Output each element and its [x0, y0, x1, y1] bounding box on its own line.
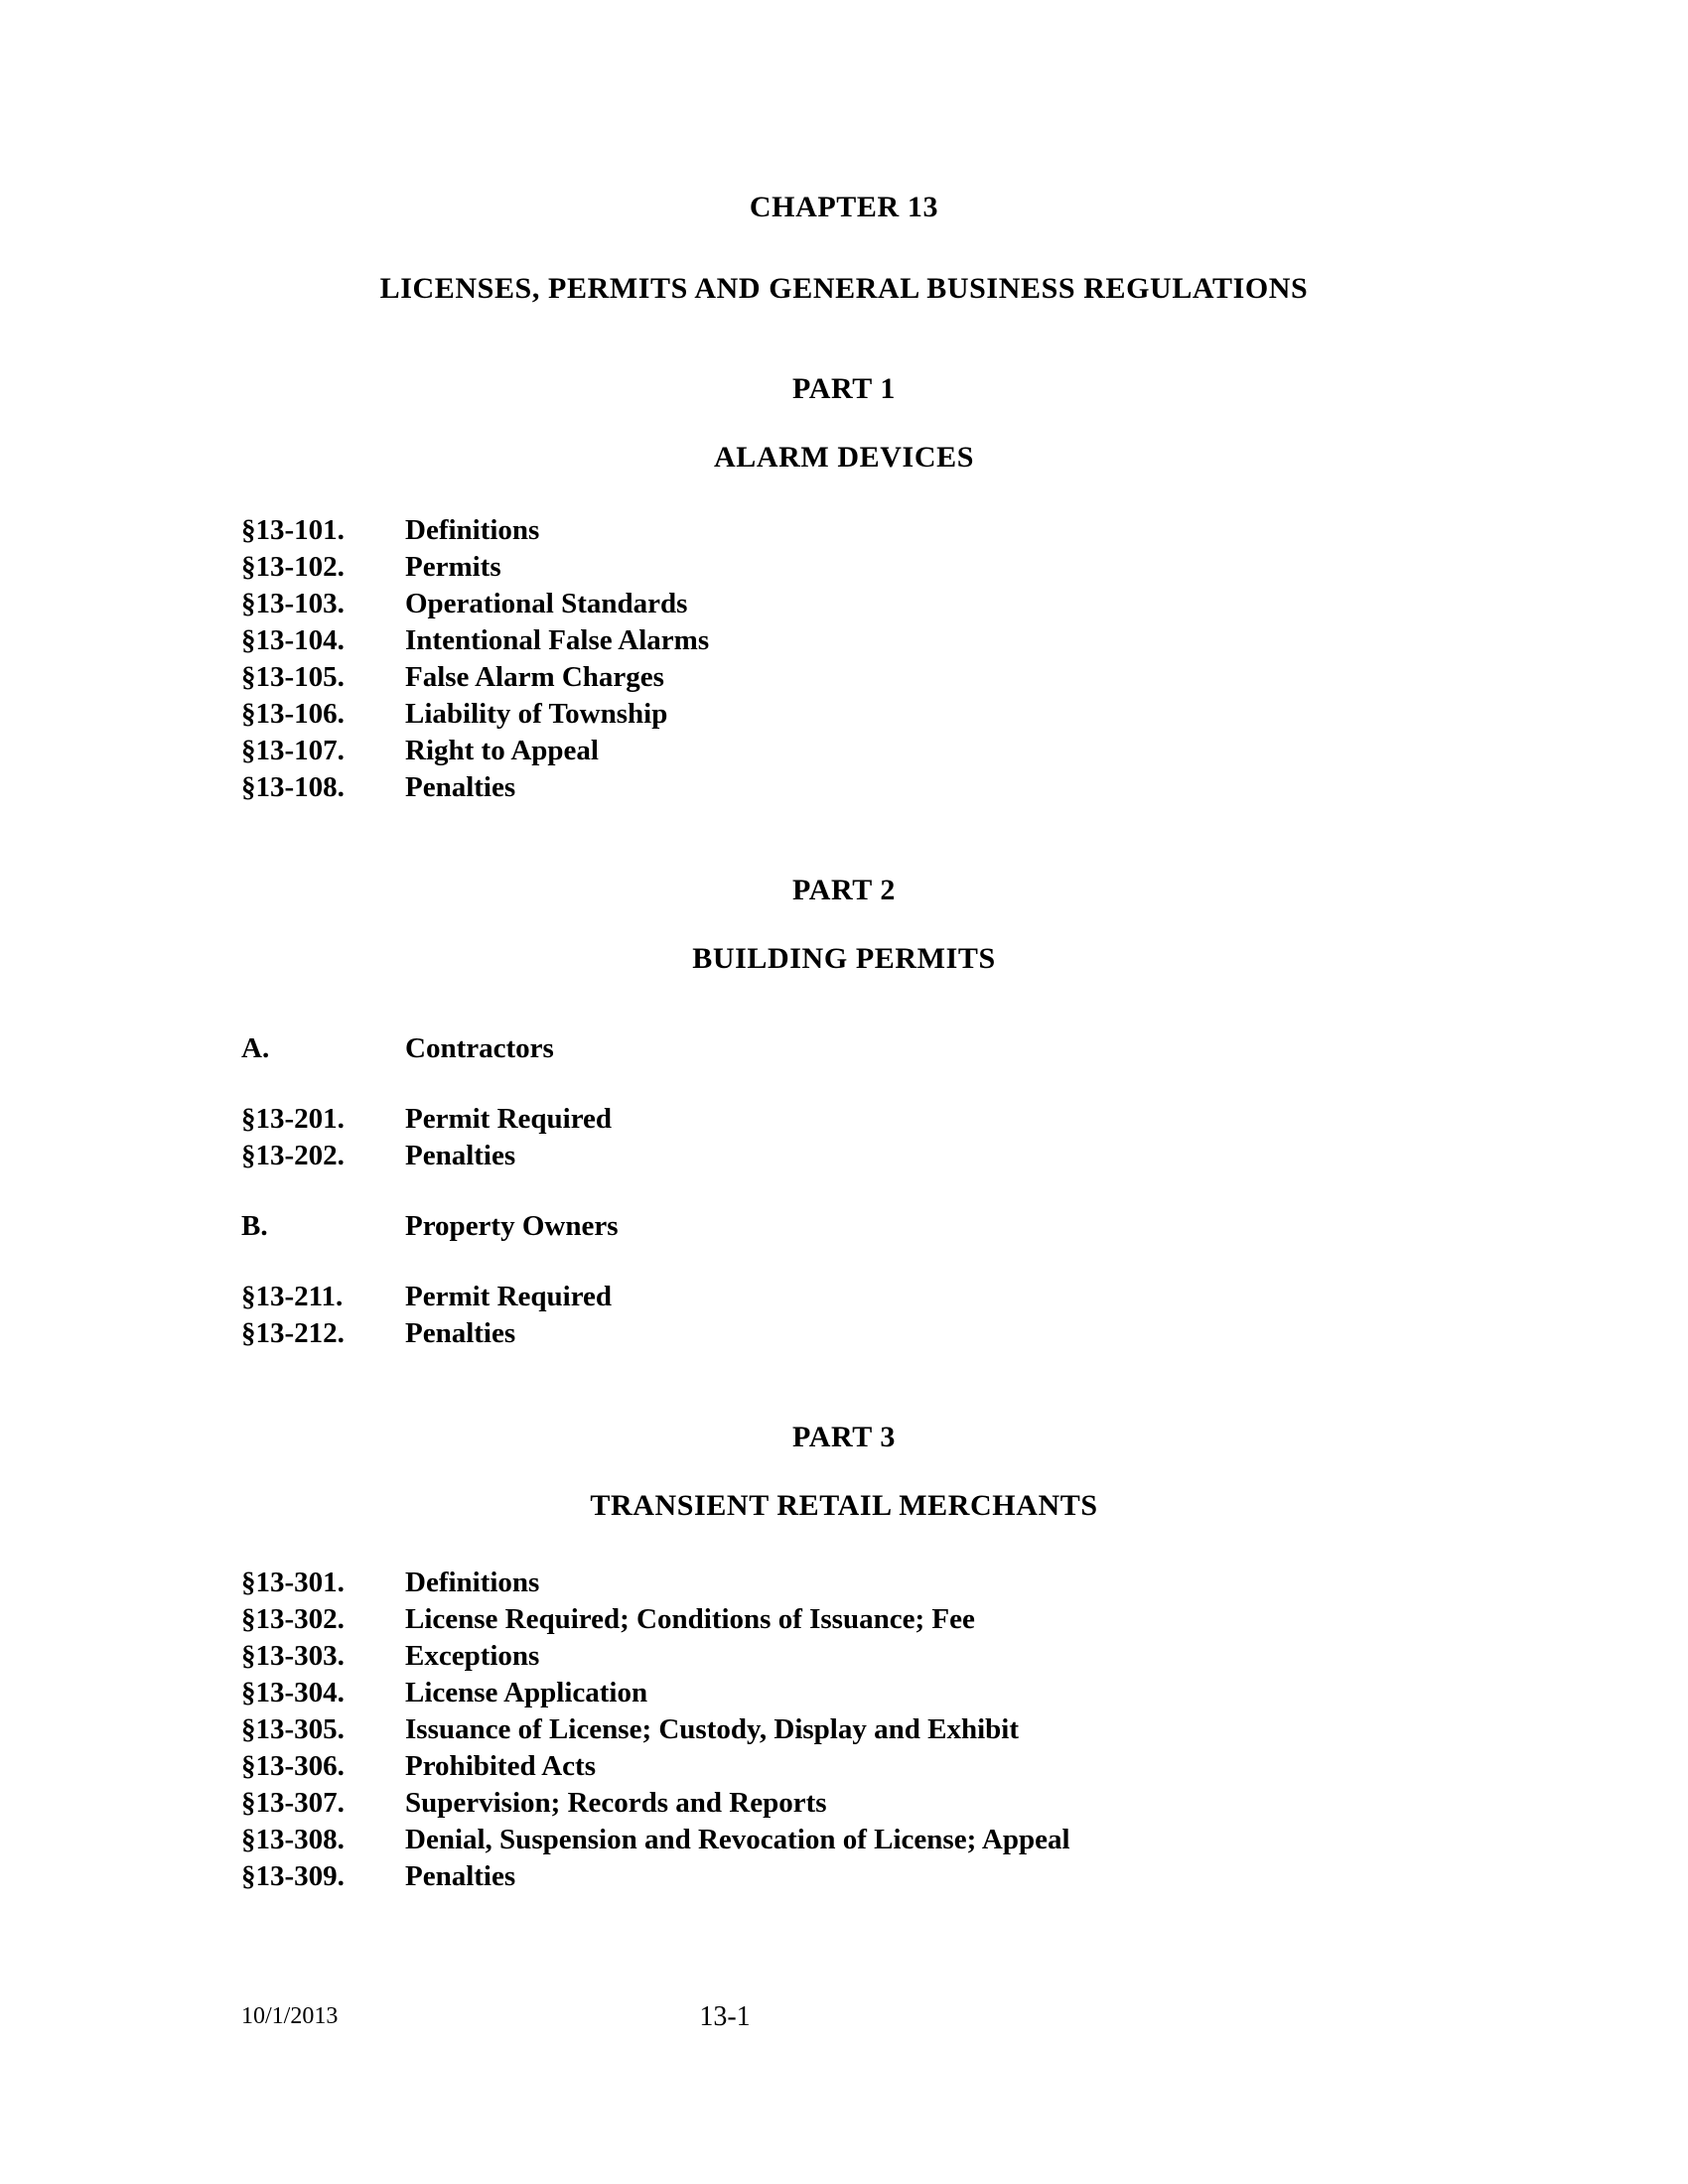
toc-entry[interactable]	[241, 514, 709, 551]
toc-entry[interactable]	[241, 1713, 1070, 1750]
section-number: §13-211.	[241, 1281, 344, 1312]
toc-entry[interactable]	[241, 698, 709, 735]
section-title: Permit Required	[405, 1281, 613, 1312]
section-number: §13-106.	[241, 698, 345, 730]
part-2-name: BUILDING PERMITS	[692, 942, 996, 975]
subpart-a	[241, 1032, 554, 1065]
section-number: §13-101.	[241, 514, 345, 546]
section-title: False Alarm Charges	[405, 661, 664, 693]
part-2-label: PART 2	[792, 874, 896, 906]
section-title: Prohibited Acts	[405, 1750, 596, 1782]
subpart-letter: B.	[241, 1210, 268, 1242]
section-number: §13-309.	[241, 1860, 345, 1892]
section-number: §13-105.	[241, 661, 345, 693]
toc-entry[interactable]	[241, 1640, 1070, 1677]
section-title: Denial, Suspension and Revocation of License; Appeal	[405, 1824, 1070, 1855]
toc-entry[interactable]	[241, 1603, 1070, 1640]
subpart-b	[241, 1210, 619, 1243]
section-title: Supervision; Records and Reports	[405, 1787, 827, 1819]
section-number: §13-301.	[241, 1567, 345, 1598]
section-number: §13-308.	[241, 1824, 345, 1855]
toc-entry[interactable]	[241, 588, 709, 624]
toc-entry[interactable]	[241, 1567, 1070, 1603]
section-title: Right to Appeal	[405, 735, 599, 766]
subpart-b-section-list	[241, 1281, 612, 1354]
part-1-name: ALARM DEVICES	[714, 441, 974, 474]
section-number: §13-212.	[241, 1317, 345, 1349]
toc-entry[interactable]	[241, 1317, 612, 1354]
section-title: Penalties	[405, 1860, 516, 1892]
subpart-a-section-list	[241, 1103, 612, 1176]
subpart-name: Contractors	[405, 1032, 554, 1064]
part-3-section-list	[241, 1567, 1070, 1897]
toc-entry[interactable]	[241, 551, 709, 588]
toc-entry[interactable]	[241, 771, 709, 808]
section-title: Permit Required	[405, 1103, 613, 1135]
section-number: §13-305.	[241, 1713, 345, 1745]
section-number: §13-103.	[241, 588, 345, 619]
part-3-label: PART 3	[792, 1421, 896, 1453]
section-title: Penalties	[405, 1317, 516, 1349]
section-title: Operational Standards	[405, 588, 688, 619]
section-number: §13-107.	[241, 735, 345, 766]
section-number: §13-202.	[241, 1140, 345, 1171]
toc-entry[interactable]	[241, 1677, 1070, 1713]
chapter-label: CHAPTER 13	[749, 191, 939, 223]
section-title: Issuance of License; Custody, Display and Exhibit	[405, 1713, 1019, 1745]
section-number: §13-307.	[241, 1787, 345, 1819]
toc-entry[interactable]	[241, 1140, 612, 1176]
section-title: Liability of Township	[405, 698, 668, 730]
toc-entry[interactable]	[241, 1281, 612, 1317]
section-number: §13-201.	[241, 1103, 345, 1135]
toc-entry[interactable]	[241, 1824, 1070, 1860]
section-title: License Required; Conditions of Issuance; Fee	[405, 1603, 975, 1635]
section-number: §13-102.	[241, 551, 345, 583]
toc-entry[interactable]	[241, 1860, 1070, 1897]
part-3-name: TRANSIENT RETAIL MERCHANTS	[590, 1489, 1098, 1522]
section-number: §13-303.	[241, 1640, 345, 1672]
section-number: §13-304.	[241, 1677, 345, 1708]
toc-entry[interactable]	[241, 1750, 1070, 1787]
footer-page-number: 13-1	[699, 2001, 751, 2032]
section-number: §13-302.	[241, 1603, 345, 1635]
part-1-section-list	[241, 514, 709, 808]
section-title: License Application	[405, 1677, 648, 1708]
toc-entry[interactable]	[241, 1103, 612, 1140]
section-title: Intentional False Alarms	[405, 624, 710, 656]
toc-entry[interactable]	[241, 1787, 1070, 1824]
section-number: §13-104.	[241, 624, 345, 656]
toc-entry[interactable]	[241, 624, 709, 661]
footer-date: 10/1/2013	[241, 2003, 339, 2029]
section-title: Penalties	[405, 771, 516, 803]
subpart-letter: A.	[241, 1032, 270, 1064]
part-1-label: PART 1	[792, 372, 896, 405]
section-title: Definitions	[405, 514, 540, 546]
section-title: Permits	[405, 551, 501, 583]
subpart-name: Property Owners	[405, 1210, 619, 1242]
toc-entry[interactable]	[241, 735, 709, 771]
section-title: Exceptions	[405, 1640, 540, 1672]
section-number: §13-108.	[241, 771, 345, 803]
section-title: Definitions	[405, 1567, 540, 1598]
section-title: Penalties	[405, 1140, 516, 1171]
toc-entry[interactable]	[241, 661, 709, 698]
chapter-title: LICENSES, PERMITS AND GENERAL BUSINESS REGULATIONS	[379, 272, 1309, 305]
section-number: §13-306.	[241, 1750, 345, 1782]
